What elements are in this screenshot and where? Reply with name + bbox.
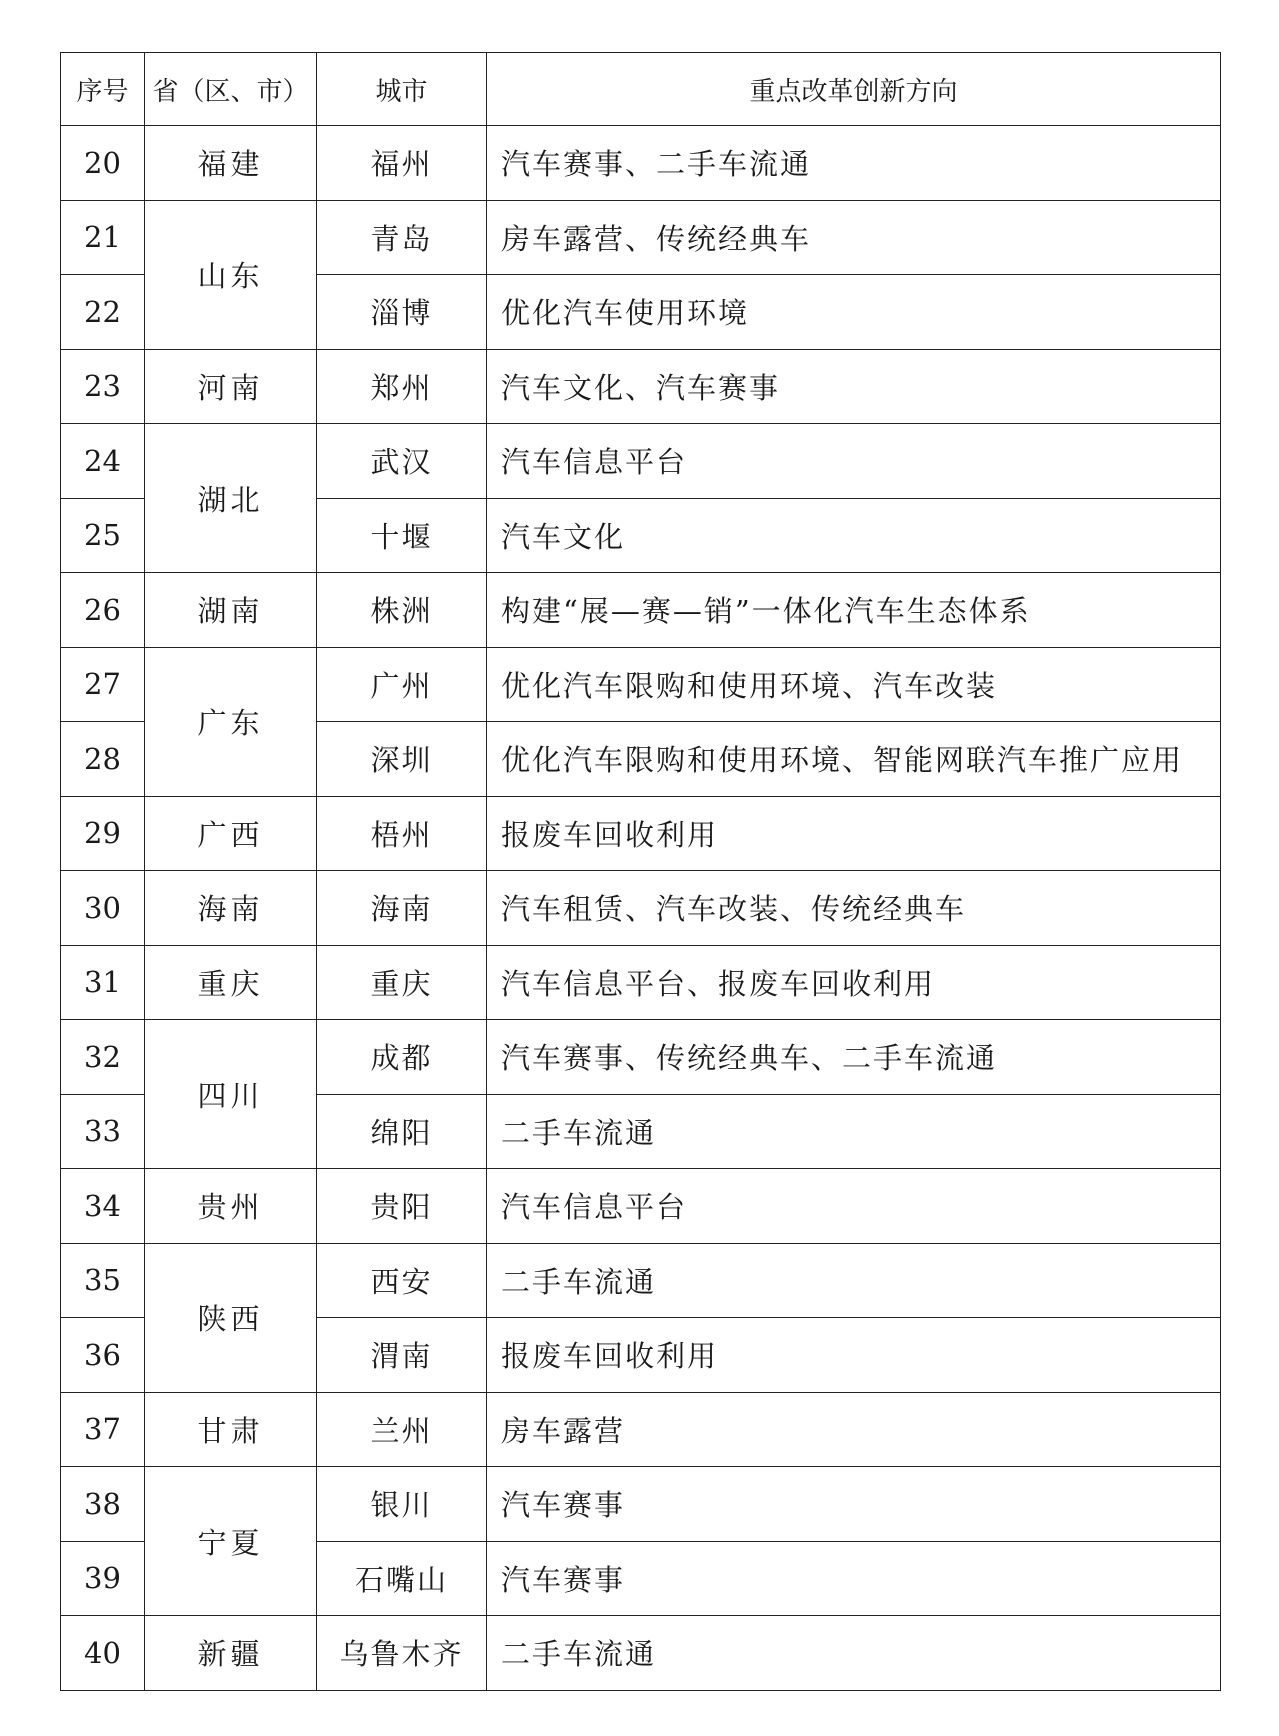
row-index: 31 — [61, 945, 145, 1020]
row-direction: 汽车租赁、汽车改装、传统经典车 — [487, 871, 1221, 946]
row-city: 广州 — [317, 647, 487, 722]
table-row — [61, 1467, 1221, 1542]
reform-city-table-wrapper — [60, 52, 1220, 1691]
row-index: 28 — [61, 722, 145, 797]
reform-city-table — [60, 52, 1221, 1691]
row-direction: 优化汽车限购和使用环境、智能网联汽车推广应用 — [487, 722, 1221, 797]
row-city: 十堰 — [317, 498, 487, 573]
row-direction: 汽车信息平台、报废车回收利用 — [487, 945, 1221, 1020]
row-province: 新疆 — [145, 1616, 317, 1691]
table-row — [61, 1169, 1221, 1244]
row-index: 33 — [61, 1094, 145, 1169]
table-row — [61, 647, 1221, 722]
row-direction: 房车露营 — [487, 1392, 1221, 1467]
row-index: 35 — [61, 1243, 145, 1318]
table-row — [61, 573, 1221, 648]
row-index: 39 — [61, 1541, 145, 1616]
row-city: 福州 — [317, 126, 487, 201]
row-province: 广西 — [145, 796, 317, 871]
row-city: 贵阳 — [317, 1169, 487, 1244]
row-city: 深圳 — [317, 722, 487, 797]
row-index: 25 — [61, 498, 145, 573]
row-index: 40 — [61, 1616, 145, 1691]
row-city: 渭南 — [317, 1318, 487, 1393]
row-direction: 报废车回收利用 — [487, 796, 1221, 871]
row-index: 26 — [61, 573, 145, 648]
row-city: 成都 — [317, 1020, 487, 1095]
table-row — [61, 945, 1221, 1020]
row-city: 淄博 — [317, 275, 487, 350]
header-direction: 重点改革创新方向 — [487, 53, 1221, 126]
row-city: 青岛 — [317, 200, 487, 275]
table-row — [61, 126, 1221, 201]
row-index: 30 — [61, 871, 145, 946]
row-city: 海南 — [317, 871, 487, 946]
table-row — [61, 1392, 1221, 1467]
row-city: 石嘴山 — [317, 1541, 487, 1616]
row-direction: 优化汽车限购和使用环境、汽车改装 — [487, 647, 1221, 722]
row-direction: 构建“展—赛—销”一体化汽车生态体系 — [487, 573, 1221, 648]
row-direction: 汽车赛事、传统经典车、二手车流通 — [487, 1020, 1221, 1095]
row-city: 绵阳 — [317, 1094, 487, 1169]
table-row — [61, 349, 1221, 424]
header-province: 省（区、市） — [145, 53, 317, 126]
row-direction: 二手车流通 — [487, 1094, 1221, 1169]
row-province: 湖北 — [145, 424, 317, 573]
row-direction: 汽车文化、汽车赛事 — [487, 349, 1221, 424]
row-index: 21 — [61, 200, 145, 275]
row-province: 广东 — [145, 647, 317, 796]
table-body — [61, 126, 1221, 1691]
row-province: 四川 — [145, 1020, 317, 1169]
row-index: 38 — [61, 1467, 145, 1542]
row-index: 29 — [61, 796, 145, 871]
table-row — [61, 796, 1221, 871]
row-city: 乌鲁木齐 — [317, 1616, 487, 1691]
row-direction: 汽车赛事 — [487, 1467, 1221, 1542]
row-city: 西安 — [317, 1243, 487, 1318]
row-city: 兰州 — [317, 1392, 487, 1467]
table-row — [61, 1020, 1221, 1095]
header-index: 序号 — [61, 53, 145, 126]
table-row — [61, 1243, 1221, 1318]
row-province: 贵州 — [145, 1169, 317, 1244]
row-index: 34 — [61, 1169, 145, 1244]
row-city: 梧州 — [317, 796, 487, 871]
row-direction: 汽车赛事 — [487, 1541, 1221, 1616]
row-city: 株洲 — [317, 573, 487, 648]
row-direction: 优化汽车使用环境 — [487, 275, 1221, 350]
row-city: 重庆 — [317, 945, 487, 1020]
row-direction: 汽车信息平台 — [487, 1169, 1221, 1244]
row-province: 陕西 — [145, 1243, 317, 1392]
row-index: 37 — [61, 1392, 145, 1467]
row-province: 河南 — [145, 349, 317, 424]
row-index: 24 — [61, 424, 145, 499]
row-direction: 汽车赛事、二手车流通 — [487, 126, 1221, 201]
row-province: 湖南 — [145, 573, 317, 648]
row-direction: 二手车流通 — [487, 1243, 1221, 1318]
row-index: 23 — [61, 349, 145, 424]
row-index: 22 — [61, 275, 145, 350]
row-direction: 汽车信息平台 — [487, 424, 1221, 499]
table-row — [61, 200, 1221, 275]
row-index: 32 — [61, 1020, 145, 1095]
row-province: 福建 — [145, 126, 317, 201]
row-index: 27 — [61, 647, 145, 722]
row-direction: 汽车文化 — [487, 498, 1221, 573]
row-city: 银川 — [317, 1467, 487, 1542]
row-index: 20 — [61, 126, 145, 201]
table-row — [61, 424, 1221, 499]
row-province: 山东 — [145, 200, 317, 349]
row-index: 36 — [61, 1318, 145, 1393]
row-province: 重庆 — [145, 945, 317, 1020]
row-city: 武汉 — [317, 424, 487, 499]
row-direction: 房车露营、传统经典车 — [487, 200, 1221, 275]
row-province: 宁夏 — [145, 1467, 317, 1616]
row-direction: 报废车回收利用 — [487, 1318, 1221, 1393]
row-province: 甘肃 — [145, 1392, 317, 1467]
header-city: 城市 — [317, 53, 487, 126]
row-city: 郑州 — [317, 349, 487, 424]
row-province: 海南 — [145, 871, 317, 946]
table-row — [61, 871, 1221, 946]
table-header-row — [61, 53, 1221, 126]
table-row — [61, 1616, 1221, 1691]
row-direction: 二手车流通 — [487, 1616, 1221, 1691]
